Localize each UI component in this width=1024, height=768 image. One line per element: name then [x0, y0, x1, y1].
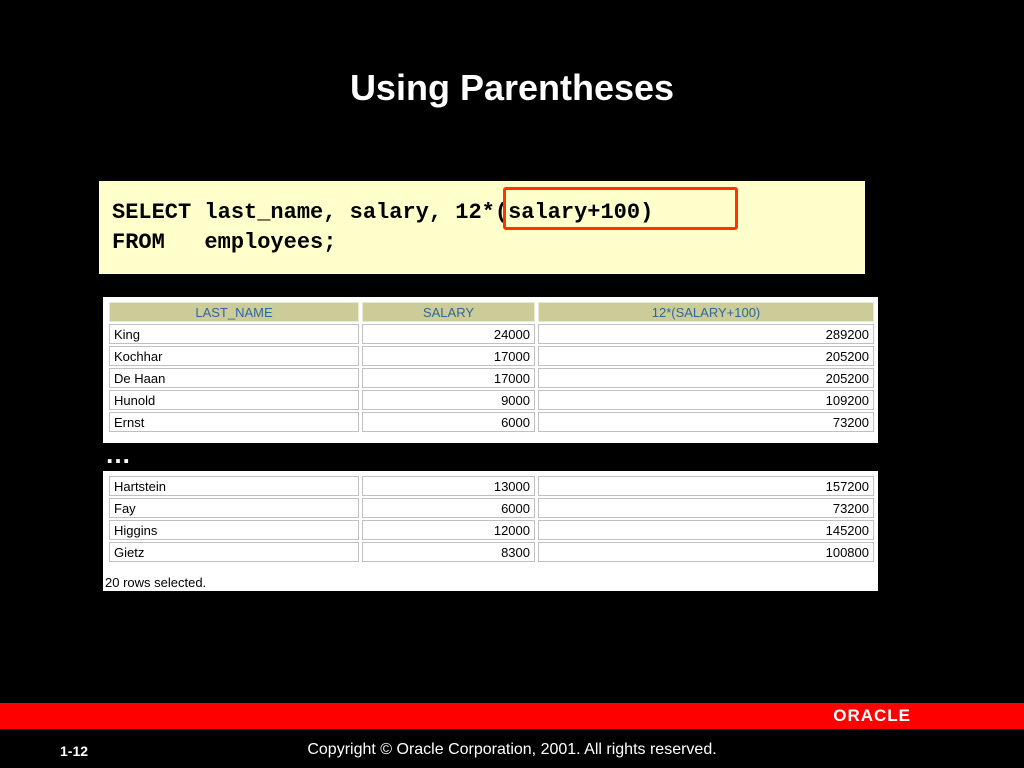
sql-from-line: FROM employees; [112, 230, 337, 255]
cell-annual-salary: 109200 [538, 390, 874, 410]
cell-annual-salary: 100800 [538, 542, 874, 562]
cell-annual-salary: 205200 [538, 346, 874, 366]
table-row [109, 498, 874, 518]
cell-annual-salary: 157200 [538, 476, 874, 496]
cell-annual-salary: 289200 [538, 324, 874, 344]
result-table-bottom-grid [106, 474, 877, 564]
cell-last-name: Kochhar [109, 346, 359, 366]
slide-title: Using Parentheses [349, 67, 675, 108]
cell-annual-salary: 145200 [538, 520, 874, 540]
cell-salary: 9000 [362, 390, 535, 410]
table-row [109, 368, 874, 388]
oracle-logo: ORACLE [833, 706, 911, 725]
cell-annual-salary: 205200 [538, 368, 874, 388]
cell-last-name: De Haan [109, 368, 359, 388]
sql-code-box [99, 181, 865, 274]
cell-salary: 6000 [362, 498, 535, 518]
table-row [109, 412, 874, 432]
column-header-annual-salary: 12*(SALARY+100) [538, 302, 874, 322]
cell-last-name: Hunold [109, 390, 359, 410]
cell-last-name: King [109, 324, 359, 344]
rows-selected-status: 20 rows selected. [105, 575, 207, 590]
cell-salary: 6000 [362, 412, 535, 432]
cell-salary: 24000 [362, 324, 535, 344]
cell-last-name: Gietz [109, 542, 359, 562]
table-row [109, 390, 874, 410]
result-table-top [103, 297, 878, 443]
table-row [109, 520, 874, 540]
omitted-rows-ellipsis: … [105, 439, 132, 469]
cell-salary: 12000 [362, 520, 535, 540]
page-number: 1-12 [60, 743, 89, 759]
cell-salary: 13000 [362, 476, 535, 496]
table-row [109, 476, 874, 496]
table-row [109, 324, 874, 344]
result-table-bottom [103, 471, 878, 591]
expression-highlight-box [503, 187, 738, 230]
cell-last-name: Ernst [109, 412, 359, 432]
column-header-last-name: LAST_NAME [109, 302, 359, 322]
table-header-row [109, 302, 874, 322]
cell-salary: 8300 [362, 542, 535, 562]
copyright-notice: Copyright © Oracle Corporation, 2001. All rights reserved. [307, 741, 717, 758]
column-header-salary: SALARY [362, 302, 535, 322]
cell-last-name: Higgins [109, 520, 359, 540]
cell-last-name: Fay [109, 498, 359, 518]
cell-annual-salary: 73200 [538, 412, 874, 432]
cell-salary: 17000 [362, 346, 535, 366]
cell-salary: 17000 [362, 368, 535, 388]
cell-annual-salary: 73200 [538, 498, 874, 518]
footer-bar [0, 703, 1024, 729]
table-row [109, 542, 874, 562]
table-row [109, 346, 874, 366]
sql-select-line: SELECT last_name, salary, 12*(salary+100) [112, 200, 654, 225]
cell-last-name: Hartstein [109, 476, 359, 496]
result-table-top-grid [106, 300, 877, 434]
